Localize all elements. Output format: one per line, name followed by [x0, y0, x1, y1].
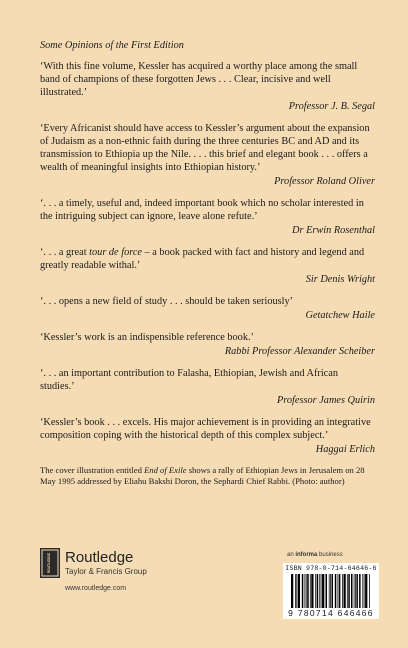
- quote-item: [40, 416, 375, 456]
- quote-text-part: – a book packed with fact and history and legend and greatly readable withal.’: [40, 247, 365, 271]
- heading: Some Opinions of the First Edition: [40, 40, 184, 51]
- barcode-bar: [319, 574, 320, 608]
- barcode-bars-icon: [291, 574, 371, 608]
- publisher-block: [40, 548, 147, 592]
- barcode-bar: [306, 574, 307, 608]
- barcode-bar: [356, 574, 358, 608]
- barcode-bar: [364, 574, 365, 608]
- routledge-logo-icon: [40, 548, 60, 578]
- quote-text: ‘Kessler’s book . . . excels. His major achievement is in providing an integrative composition coping with the historical depth of this complex subject.’: [40, 417, 371, 441]
- caption-title: End of Exile: [144, 465, 187, 475]
- informa-brand: informa: [295, 552, 318, 558]
- barcode-bar: [305, 574, 306, 608]
- logo-lettering: ROUTLEDGE: [47, 552, 51, 574]
- quote-attribution: Dr Erwin Rosenthal: [292, 225, 375, 236]
- barcode-bar: [365, 574, 367, 608]
- barcode-bar: [335, 574, 337, 608]
- barcode-bar: [339, 574, 341, 608]
- quote-text-italic: tour de force: [89, 247, 142, 258]
- quote-attribution: Rabbi Professor Alexander Scheiber: [224, 346, 375, 357]
- informa-tagline: [287, 552, 343, 558]
- barcode-bar: [354, 574, 355, 608]
- quote-item: [40, 197, 375, 237]
- barcode-bar: [310, 574, 311, 608]
- barcode-bar: [321, 574, 322, 608]
- barcode-bar: [311, 574, 313, 608]
- barcode-bar: [307, 574, 309, 608]
- publisher-url: www.routledge.com: [65, 585, 127, 592]
- quote-item: [40, 246, 375, 286]
- quote-attribution: Professor Roland Oliver: [274, 176, 375, 187]
- informa-prefix: an: [287, 552, 296, 558]
- barcode-bar: [295, 574, 296, 608]
- barcode-bar: [347, 574, 348, 608]
- quote-text: ‘. . . an important contribution to Falasha, Ethiopian, Jewish and African studies.’: [40, 368, 338, 392]
- barcode-bar: [342, 574, 343, 608]
- quote-text: ‘With this fine volume, Kessler has acquired a worthy place among the small band of champions of these forgotten Jews . . . Clear, incisive and well illustrated.’: [40, 61, 358, 98]
- barcode-bar: [351, 574, 353, 608]
- quote-attribution: Haggai Erlich: [315, 444, 375, 455]
- quote-text: ‘. . . opens a new field of study . . . should be taken seriously’: [40, 296, 294, 307]
- informa-suffix: business: [317, 552, 343, 558]
- quote-attribution: Sir Denis Wright: [305, 274, 375, 285]
- caption-suffix: shows a rally of Ethiopian Jews in Jerusalem on 28 May 1995 addressed by Eliahu Bakshi Doron, the Sephardi Chief Rabbi. (Photo: author): [40, 465, 365, 486]
- barcode-bar: [355, 574, 356, 608]
- barcode-bar: [369, 574, 370, 608]
- barcode-bar: [329, 574, 330, 608]
- isbn-label: ISBN 978-0-714-64646-6: [285, 565, 377, 572]
- publisher-logo: [40, 548, 147, 578]
- barcode-bar: [291, 574, 293, 608]
- barcode-bar: [338, 574, 339, 608]
- cover-caption: [40, 465, 375, 487]
- quote-item: [40, 60, 375, 113]
- barcode-bar: [344, 574, 346, 608]
- quote-attribution: Professor James Quirin: [276, 395, 375, 406]
- quote-text: [40, 246, 375, 272]
- barcode-bar: [317, 574, 319, 608]
- quote-item: [40, 367, 375, 407]
- quote-item: [40, 331, 375, 358]
- barcode-bar: [298, 574, 300, 608]
- quote-text: ‘Every Africanist should have access to Kessler’s argument about the expansion of Judaism as a non-ethnic faith during the three centuries BC and AD and its transmission to Ethiopia up the Nile. . . . this brief and elegant book . . . offers a wealth of meaningful insights into Ethiopian history.’: [40, 123, 370, 173]
- quote-item: [40, 122, 375, 188]
- barcode-bar: [302, 574, 304, 608]
- publisher-subtitle: Taylor & Francis Group: [65, 567, 147, 576]
- back-cover-text: [40, 40, 375, 487]
- barcode-bar: [322, 574, 324, 608]
- barcode-bar: [296, 574, 297, 608]
- barcode-bar: [362, 574, 363, 608]
- barcode-bar: [330, 574, 331, 608]
- quote-text-part: ‘. . . a great: [40, 247, 90, 258]
- publisher-name: Routledge: [65, 549, 134, 566]
- caption-prefix: The cover illustration entitled: [40, 465, 145, 475]
- barcode-digits: 9 780714 646466: [288, 608, 374, 618]
- quote-item: [40, 295, 375, 322]
- barcode-bar: [326, 574, 328, 608]
- quote-attribution: Getatchew Haile: [305, 310, 375, 321]
- quote-attribution: Professor J. B. Segal: [288, 101, 375, 112]
- quote-text: ‘. . . a timely, useful and, indeed important book which no scholar interested in the intriguing subject can ignore, leave alone refute.’: [40, 198, 364, 222]
- barcode-bar: [359, 574, 361, 608]
- barcode-bar: [332, 574, 334, 608]
- isbn-barcode: [283, 563, 379, 619]
- quote-text: ‘Kessler’s work is an indispensible reference book.’: [40, 332, 254, 343]
- barcode-bar: [315, 574, 316, 608]
- publisher-name-block: [65, 550, 147, 576]
- barcode-bar: [348, 574, 350, 608]
